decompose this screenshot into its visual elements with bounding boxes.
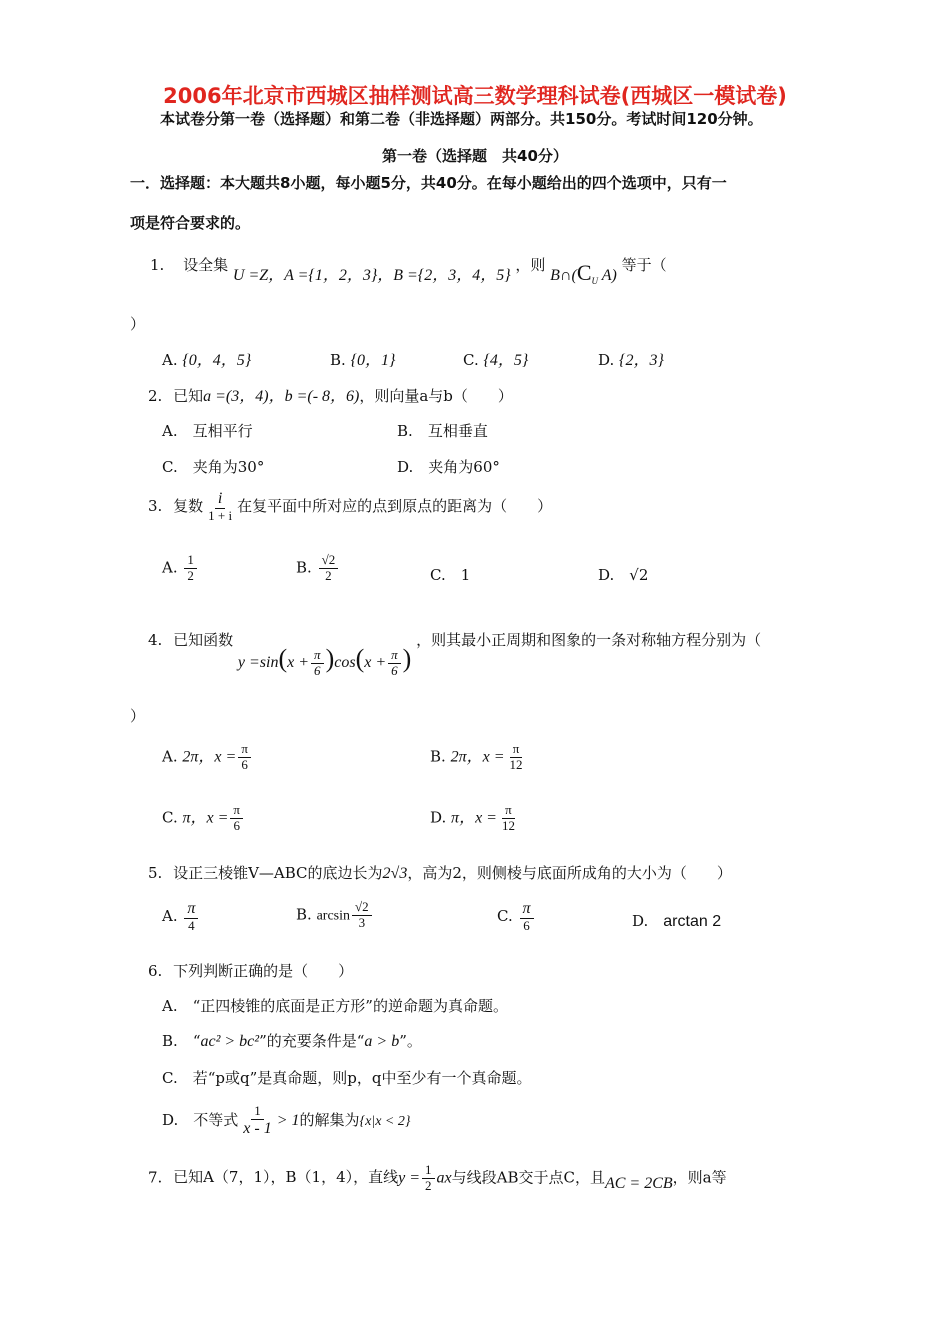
fraction (205, 490, 235, 524)
exam-title: 2006年北京市西城区抽样测试高三数学理科试卷(西城区一模试卷) (163, 84, 787, 108)
paren-open: ( (355, 644, 365, 673)
inequality-expression: a > b (364, 1033, 400, 1050)
option-d (430, 803, 520, 834)
inequality-expression: ac² > bc² (200, 1033, 260, 1050)
numerator: √2 (319, 553, 339, 569)
solution-set: {x|x < 2} (359, 1114, 411, 1130)
fraction (238, 742, 251, 773)
option-label: B. (430, 747, 446, 766)
option-b (430, 742, 528, 773)
option-b (296, 900, 374, 931)
option-c (162, 1067, 531, 1088)
option-value: {0，1} (350, 352, 396, 369)
option-label: D. (632, 912, 649, 930)
exam-intro: 本试卷分第一卷（选择题）和第二卷（非选择题）两部分。共150分。考试时间120分钟。 (160, 110, 763, 128)
option-label: C. (162, 1069, 178, 1087)
option-value: {0，4，5} (182, 352, 252, 369)
question-4 (148, 622, 762, 678)
option-label: A. (162, 907, 178, 926)
question-number: 2. (148, 387, 163, 405)
option-value: π，x = (182, 809, 229, 827)
denominator: 6 (391, 662, 398, 678)
question-6 (148, 960, 353, 981)
expr-part: cos (334, 654, 356, 671)
option-value: √2 (629, 566, 649, 584)
line-expression: ax (436, 1169, 452, 1187)
vector-expression: a =(3，4)，b =(- 8，6) (203, 388, 360, 405)
numerator: 1 (251, 1104, 264, 1120)
paren-open: ( (278, 644, 288, 673)
question-5 (148, 862, 732, 883)
numerator: i (215, 490, 225, 509)
question-2 (148, 383, 513, 406)
fraction (507, 742, 526, 773)
option-label: A. (162, 422, 178, 440)
question-1-close: ） (130, 315, 146, 333)
numerator: π (502, 803, 515, 819)
question-text: 在复平面中所对应的点到原点的距离为（ ） (237, 497, 553, 516)
paren-close: ) (402, 644, 412, 673)
fraction (422, 1163, 435, 1194)
question-text: ，则 (515, 256, 546, 274)
option-label: B. (296, 558, 312, 577)
option-label: C. (463, 351, 479, 369)
question-text: 等于（ (621, 256, 667, 274)
option-d (397, 456, 500, 477)
denominator: 3 (358, 914, 366, 930)
numerator: π (388, 648, 401, 664)
option-c (463, 347, 528, 370)
option-a (162, 347, 251, 370)
numerator: π (238, 742, 251, 758)
option-value: {4，5} (483, 352, 529, 369)
set-expression: U =Z，A ={1，2，3}，B ={2，3，4，5} (232, 267, 511, 284)
option-value: arctan 2 (663, 913, 722, 930)
fraction (240, 1104, 274, 1138)
option-a (162, 553, 199, 584)
denominator: 6 (233, 817, 240, 833)
option-label: D. (162, 1111, 179, 1130)
option-label: A. (162, 558, 178, 577)
vector-equation: AC = 2CB (604, 1175, 673, 1193)
denominator: 1 + i (208, 508, 233, 524)
question-text: 已知函数 (173, 631, 234, 649)
option-label: C. (162, 808, 178, 827)
fraction (311, 648, 324, 679)
option-b (296, 553, 340, 584)
option-value: 夹角为60° (428, 458, 500, 476)
option-a (162, 420, 253, 441)
denominator: 2 (325, 567, 332, 583)
option-value: {2，3} (619, 352, 664, 369)
option-label: B. (397, 422, 413, 440)
option-d (632, 910, 721, 931)
question-number: 7. (148, 1168, 163, 1187)
question-number: 3. (148, 497, 163, 516)
option-c (430, 564, 470, 585)
expr-part: B∩( (550, 267, 577, 284)
option-value: 2π，x = (182, 748, 237, 766)
question-text: 与线段AB交于点C，且 (451, 1168, 605, 1187)
option-c (497, 900, 536, 934)
option-value: 的解集为 (299, 1111, 360, 1130)
question-text: 已知A（7，1），B（1，4），直线 (173, 1168, 399, 1187)
complement-subscript: U (591, 276, 599, 287)
option-label: A. (162, 747, 178, 766)
fraction (230, 803, 243, 834)
option-label: C. (497, 907, 513, 926)
option-label: B. (162, 1032, 178, 1050)
question-text: ，高为2，则侧棱与底面所成角的大小为（ ） (407, 864, 732, 882)
option-value: arcsin (316, 908, 351, 924)
option-label: A. (162, 997, 178, 1015)
option-label: C. (430, 566, 446, 584)
question-number: 4. (148, 631, 163, 649)
question-number: 5. (148, 864, 163, 882)
option-label: D. (430, 808, 447, 827)
denominator: x - 1 (243, 1119, 272, 1137)
option-d (598, 564, 648, 585)
question-text: ，则向量a与b（ ） (359, 387, 513, 405)
option-value: 1 (460, 566, 471, 584)
fraction (388, 648, 401, 679)
complement-symbol: C (576, 260, 592, 285)
denominator: 2 (425, 1177, 432, 1193)
question-1 (150, 250, 667, 287)
question-4-close: ） (130, 707, 146, 725)
question-number: 6. (148, 962, 163, 980)
numerator: π (311, 648, 324, 664)
option-b (162, 1030, 422, 1051)
option-label: A. (162, 351, 178, 369)
option-value: 互相平行 (192, 422, 253, 440)
question-text: ，则其最小正周期和图象的一条对称轴方程分别为（ (416, 631, 762, 649)
section-instruction-line2: 项是符合要求的。 (130, 214, 251, 232)
option-a (162, 995, 508, 1016)
numerator: 1 (184, 553, 197, 569)
denominator: 12 (501, 817, 515, 833)
expr-part: x + (364, 654, 387, 671)
option-a (162, 742, 253, 773)
option-value: 2π，x = (450, 748, 505, 766)
expr-part: x + (287, 654, 310, 671)
denominator: 6 (314, 662, 321, 678)
complement-expression (550, 260, 617, 287)
fraction (499, 803, 518, 834)
option-label: C. (162, 458, 178, 476)
quote: “ (192, 1032, 201, 1050)
option-value: 互相垂直 (427, 422, 488, 440)
question-text: 设全集 (183, 256, 229, 274)
fraction (184, 900, 198, 934)
question-text: 复数 (173, 497, 204, 516)
option-b (330, 347, 395, 370)
option-b (397, 420, 488, 441)
option-label: D. (598, 351, 615, 369)
denominator: 2 (187, 567, 194, 583)
option-c (162, 456, 264, 477)
question-7 (148, 1163, 727, 1194)
fraction (184, 553, 197, 584)
option-label: B. (330, 351, 346, 369)
denominator: 12 (509, 756, 523, 772)
option-value: 夹角为30° (192, 458, 265, 476)
option-a (162, 900, 200, 934)
fraction (352, 900, 372, 931)
line-expression: y = (398, 1169, 421, 1187)
question-text: 设正三棱锥V—ABC的底边长为 (173, 864, 383, 882)
numerator: π (184, 900, 198, 919)
denominator: 6 (241, 756, 248, 772)
option-value: 若“p或q”是真命题，则p，q中至少有一个真命题。 (192, 1069, 532, 1087)
option-d (598, 347, 664, 370)
expr-part: y =sin (237, 654, 279, 671)
section-instruction-line1: 一．选择题：本大题共8小题，每小题5分，共40分。在每小题给出的四个选项中，只有一 (130, 174, 727, 192)
expr-part: A) (598, 267, 617, 284)
option-label: D. (397, 458, 414, 476)
option-value: “正四棱锥的底面是正方形”的逆命题为真命题。 (192, 997, 508, 1015)
question-3 (148, 490, 552, 524)
question-text: 已知 (173, 387, 204, 405)
denominator: 4 (188, 918, 195, 934)
option-d (162, 1104, 410, 1138)
radical-expression: 2√3 (382, 865, 408, 882)
fraction (520, 900, 534, 934)
option-value: ”的充要条件是“ (259, 1032, 365, 1050)
option-label: B. (296, 905, 312, 924)
option-c (162, 803, 245, 834)
question-number: 1. (150, 256, 165, 274)
numerator: π (230, 803, 243, 819)
option-value: π，x = (451, 809, 497, 827)
part-title: 第一卷（选择题 共40分） (382, 147, 568, 165)
inequality-expression: > 1 (276, 1112, 300, 1130)
quote: ”。 (399, 1032, 422, 1050)
paren-close: ) (325, 644, 335, 673)
option-value: 不等式 (193, 1111, 239, 1130)
numerator: √2 (352, 900, 372, 916)
numerator: π (520, 900, 534, 919)
option-label: D. (598, 566, 615, 584)
question-text: ，则a等 (672, 1168, 727, 1187)
numerator: 1 (422, 1163, 435, 1179)
fraction (319, 553, 339, 584)
function-expression (237, 644, 412, 678)
question-text: 下列判断正确的是（ ） (173, 962, 354, 980)
denominator: 6 (523, 918, 530, 934)
numerator: π (510, 742, 523, 758)
